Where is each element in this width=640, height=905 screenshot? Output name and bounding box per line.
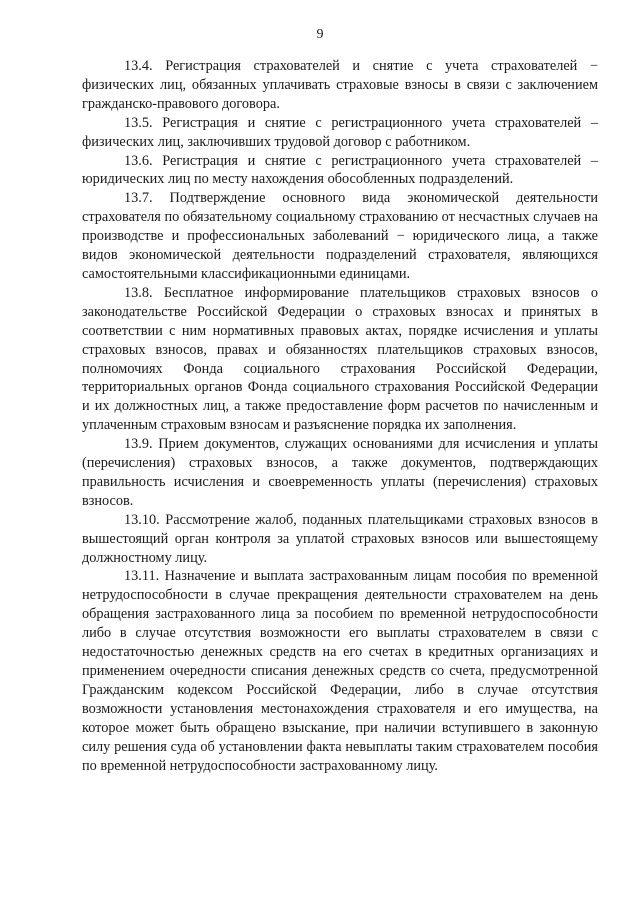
paragraph-13-10: 13.10. Рассмотрение жалоб, поданных плательщиками страховых взносов в вышестоящий орган контроля за уплатой страховых взносов или вышестоящему должностному лицу. (82, 511, 598, 566)
paragraph-13-7: 13.7. Подтверждение основного вида экономической деятельности страхователя по обязательному социальному страхованию от несчастных случаев на производстве и профессиональных заболеваний − юридического лица, а также видов экономической деятельности подразделений страхователя, являющихся самостоятельными классификационными единицами. (82, 190, 598, 282)
paragraph-13-11: 13.11. Назначение и выплата застрахованным лицам пособия по временной нетрудоспособности в случае прекращения деятельности страхователем на день обращения застрахованного лица за пособием по временной нетрудоспособности либо в случае отсутствия возможности его выплаты страхователем в связи с недостаточностью денежных средств на его счетах в кредитных организациях и применением очередности списания денежных средств со счета, предусмотренной Гражданским кодексом Российской Федерации, либо в случае отсутствия возможности установления местонахождения страхователя и его имущества, на которое может быть обращено взыскание, при наличии вступившего в законную силу решения суда об установлении факта невыплаты таким страхователем пособия по временной нетрудоспособности застрахованному лицу. (82, 568, 598, 774)
paragraph-13-4: 13.4. Регистрация страхователей и снятие с учета страхователей − физических лиц, обязанных уплачивать страховые взносы в связи с заключением гражданско-правового договора. (82, 58, 598, 112)
paragraph-13-6: 13.6. Регистрация и снятие с регистрационного учета страхователей – юридических лиц по месту нахождения обособленных подразделений. (82, 152, 598, 188)
page-number: 9 (316, 27, 324, 42)
document-body (82, 57, 598, 775)
paragraph-13-5: 13.5. Регистрация и снятие с регистрационного учета страхователей – физических лиц, заключивших трудовой договор с работником. (82, 114, 598, 150)
paragraph-13-9: 13.9. Прием документов, служащих основаниями для исчисления и уплаты (перечисления) страховых взносов, а также документов, подтверждающих правильность исчисления и своевременность уплаты (перечисления) страховых взносов. (82, 436, 598, 509)
paragraph-13-8: 13.8. Бесплатное информирование плательщиков страховых взносов о законодательстве Российской Федерации о страховых взносах и принятых в соответствии с ним нормативных правовых актах, порядке исчисления и уплаты страховых взносов, правах и обязанностях плательщиков страховых взносов, полномочиях Фонда социального страхования Российской Федерации, территориальных органов Фонда социального страхования Российской Федерации и их должностных лиц, а также предоставление форм расчетов по начисленным и уплаченным страховым взносам и разъяснение порядка их заполнения. (82, 284, 598, 434)
